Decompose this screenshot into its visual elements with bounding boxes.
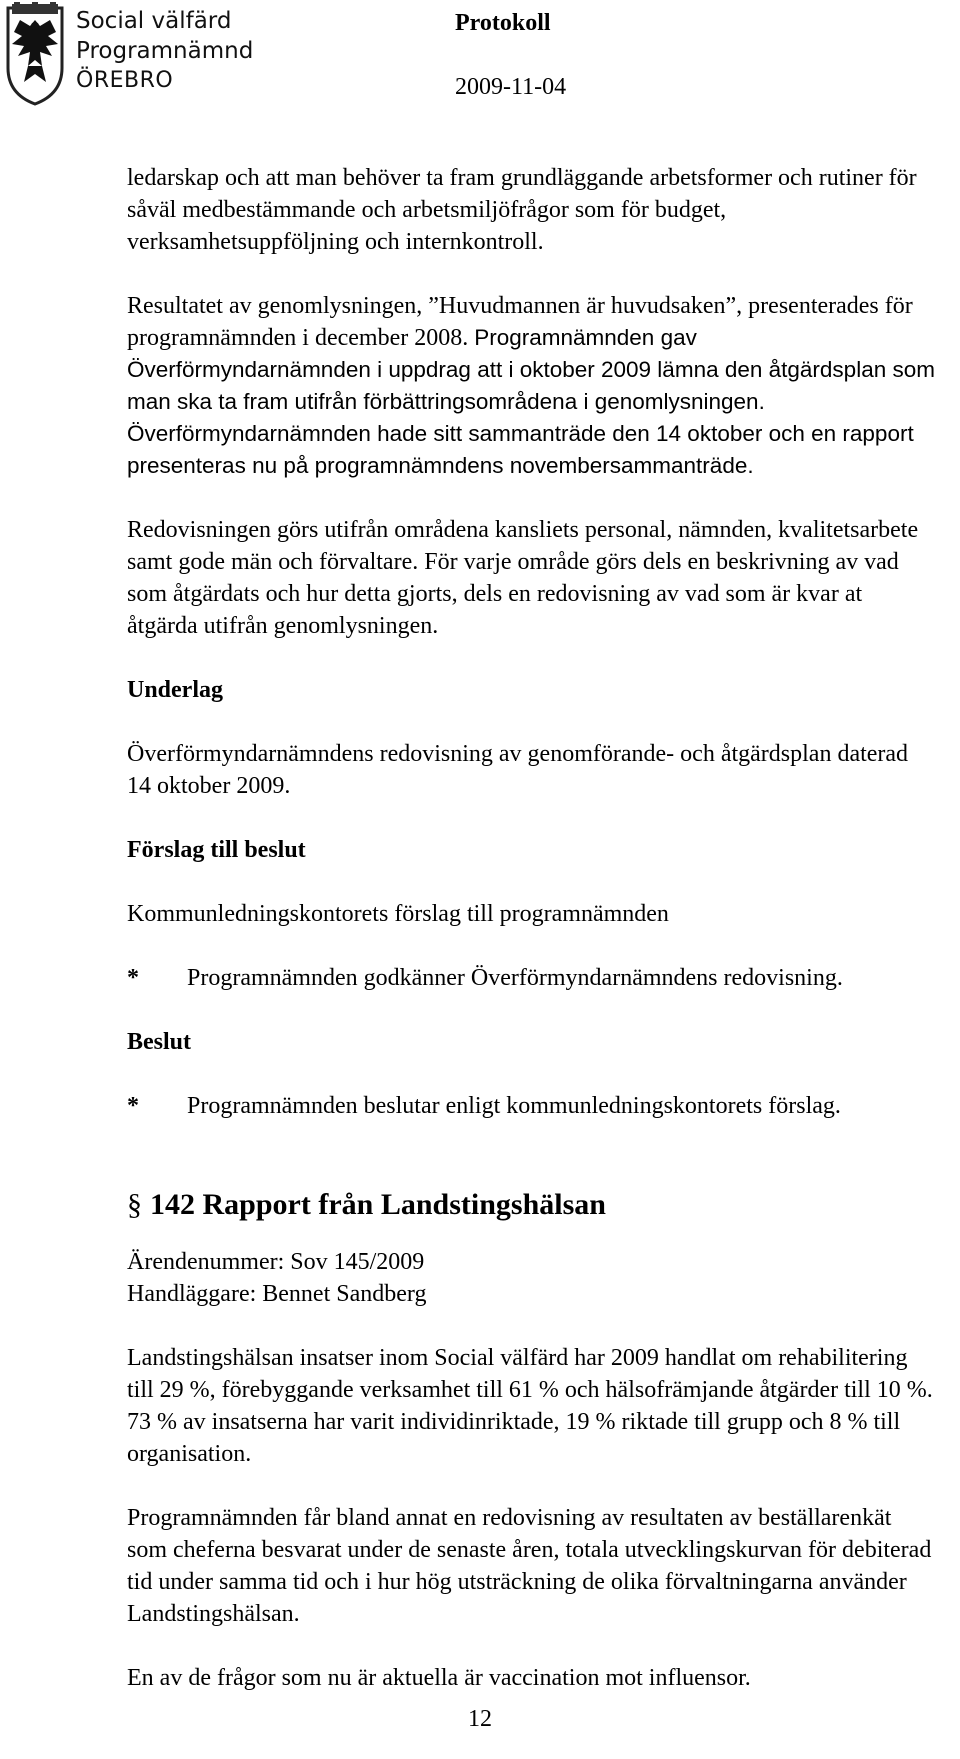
document-body xyxy=(127,162,937,1694)
paragraph-sign-icon: § xyxy=(127,1188,142,1221)
section-142-title-text: 142 Rapport från Landstingshälsan xyxy=(150,1188,606,1221)
paragraph-genomlysning-serif: Resultatet av genomlysningen, ”Huvudmannen är huvudsaken”, presenterades för programnämnden i december 2008. xyxy=(127,293,913,351)
paragraph-genomlysning-sans: Programnämnden gav Överförmyndarnämnden i uppdrag att i oktober 2009 lämna den åtgärdsplan som man ska ta fram utifrån förbättringsområdena i genomlysningen. Överförmyndarnämnden hade sitt sammanträde den 14 oktober och en rapport presenteras nu på programnämndens novembersammanträde. xyxy=(127,325,935,478)
heading-underlag: Underlag xyxy=(127,677,223,703)
handlaggare: Handläggare: Bennet Sandberg xyxy=(127,1281,427,1307)
document-date: 2009-11-04 xyxy=(455,74,567,100)
paragraph-redovisning-a: Redovisningen görs utifrån områdena kansliets personal, nämnden, kvalitetsarbete samt gode män och förvaltare. xyxy=(127,517,919,575)
paragraph-genomlysning xyxy=(127,290,937,482)
paragraph-forslag-intro: Kommunledningskontorets förslag till programnämnden xyxy=(127,901,669,927)
forslag-bullet-text: Programnämnden godkänner Överförmyndarnämndens redovisning. xyxy=(187,965,843,991)
paragraph-bestallarenkat: Programnämnden får bland annat en redovisning av resultaten av beställarenkät som cheferna besvarat under de senaste åren, totala utvecklingskurvan för debiterad tid under samma tid och i hur hög utsträckning de olika förvaltningarna använder Landstingshälsan. xyxy=(127,1505,932,1627)
paragraph-redovisning-b: För varje område görs dels en beskrivning av vad som åtgärdats och hur detta gjorts, dels en redovisning av vad som är kvar at åtgärda utifrån genomlysningen. xyxy=(127,549,899,639)
section-142-title xyxy=(127,1186,937,1224)
bullet-star-icon: * xyxy=(127,1093,139,1119)
paragraph-vaccination: En av de frågor som nu är aktuella är vaccination mot influensor. xyxy=(127,1665,751,1691)
paragraph-landstingshalsan-insatser: Landstingshälsan insatser inom Social välfärd har 2009 handlat om rehabilitering till 29 %, förebyggande verksamhet till 61 % och hälsofrämjande åtgärder till 10 %. 73 % av insatserna har varit individinriktade, 19 % riktade till grupp och 8 % till organisation. xyxy=(127,1345,933,1467)
heading-beslut: Beslut xyxy=(127,1029,192,1055)
bullet-star-icon: * xyxy=(127,965,139,991)
heading-forslag-till-beslut: Förslag till beslut xyxy=(127,837,306,863)
paragraph-underlag: Överförmyndarnämndens redovisning av genomförande- och åtgärdsplan daterad 14 oktober 2009. xyxy=(127,741,909,799)
page-number: 12 xyxy=(468,1706,492,1732)
org-line-orebro: ÖREBRO xyxy=(76,68,174,93)
organization-name xyxy=(76,6,253,96)
org-line-programnamnd: Programnämnd xyxy=(76,38,254,64)
coat-of-arms-logo xyxy=(4,2,66,106)
document-type: Protokoll xyxy=(455,10,551,36)
paragraph-redovisning xyxy=(127,514,937,642)
org-line-social-valfard: Social välfärd xyxy=(76,8,232,34)
forslag-bullet-item xyxy=(127,962,937,994)
beslut-bullet-text: Programnämnden beslutar enligt kommunledningskontorets förslag. xyxy=(187,1093,841,1119)
beslut-bullet-item xyxy=(127,1090,937,1122)
arendenummer: Ärendenummer: Sov 145/2009 xyxy=(127,1249,425,1275)
paragraph-ledarskap: ledarskap och att man behöver ta fram grundläggande arbetsformer och rutiner för såväl medbestämmande och arbetsmiljöfrågor som för budget, verksamhetsuppföljning och internkontroll. xyxy=(127,165,917,255)
